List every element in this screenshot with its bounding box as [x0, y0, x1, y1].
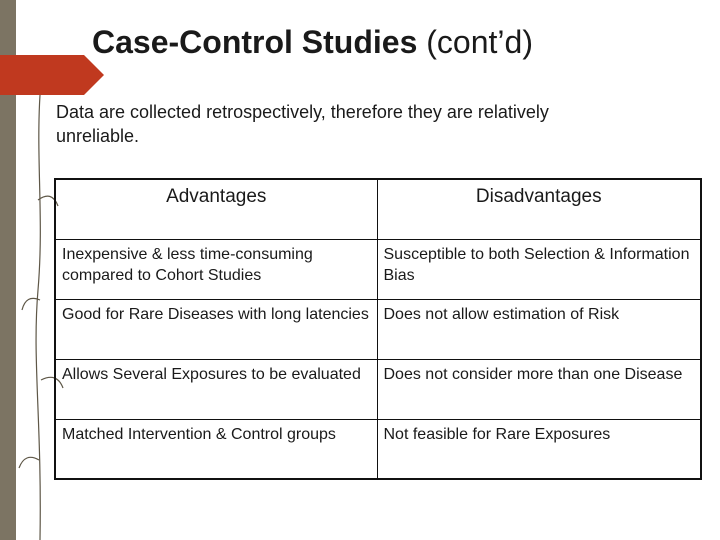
advantage-cell: Inexpensive & less time-consuming compared to Cohort Studies: [55, 239, 377, 299]
slide-title-suffix: (cont’d): [426, 24, 533, 60]
slide-title-main: Case-Control Studies: [92, 24, 418, 60]
slide-title: [92, 22, 533, 62]
disadvantage-cell: Not feasible for Rare Exposures: [377, 419, 701, 479]
advantage-cell: Allows Several Exposures to be evaluated: [55, 359, 377, 419]
comparison-table: [54, 178, 702, 480]
header-disadvantages: Disadvantages: [377, 179, 701, 239]
advantage-cell: Good for Rare Diseases with long latencies: [55, 299, 377, 359]
disadvantage-cell: Does not consider more than one Disease: [377, 359, 701, 419]
disadvantage-cell: Susceptible to both Selection & Information Bias: [377, 239, 701, 299]
table-row: [55, 359, 701, 419]
table-header-row: [55, 179, 701, 239]
table-row: [55, 299, 701, 359]
advantage-cell: Matched Intervention & Control groups: [55, 419, 377, 479]
table-row: [55, 239, 701, 299]
disadvantage-cell: Does not allow estimation of Risk: [377, 299, 701, 359]
header-advantages: Advantages: [55, 179, 377, 239]
table-row: [55, 419, 701, 479]
intro-text: Data are collected retrospectively, therefore they are relatively unreliable.: [56, 102, 549, 146]
